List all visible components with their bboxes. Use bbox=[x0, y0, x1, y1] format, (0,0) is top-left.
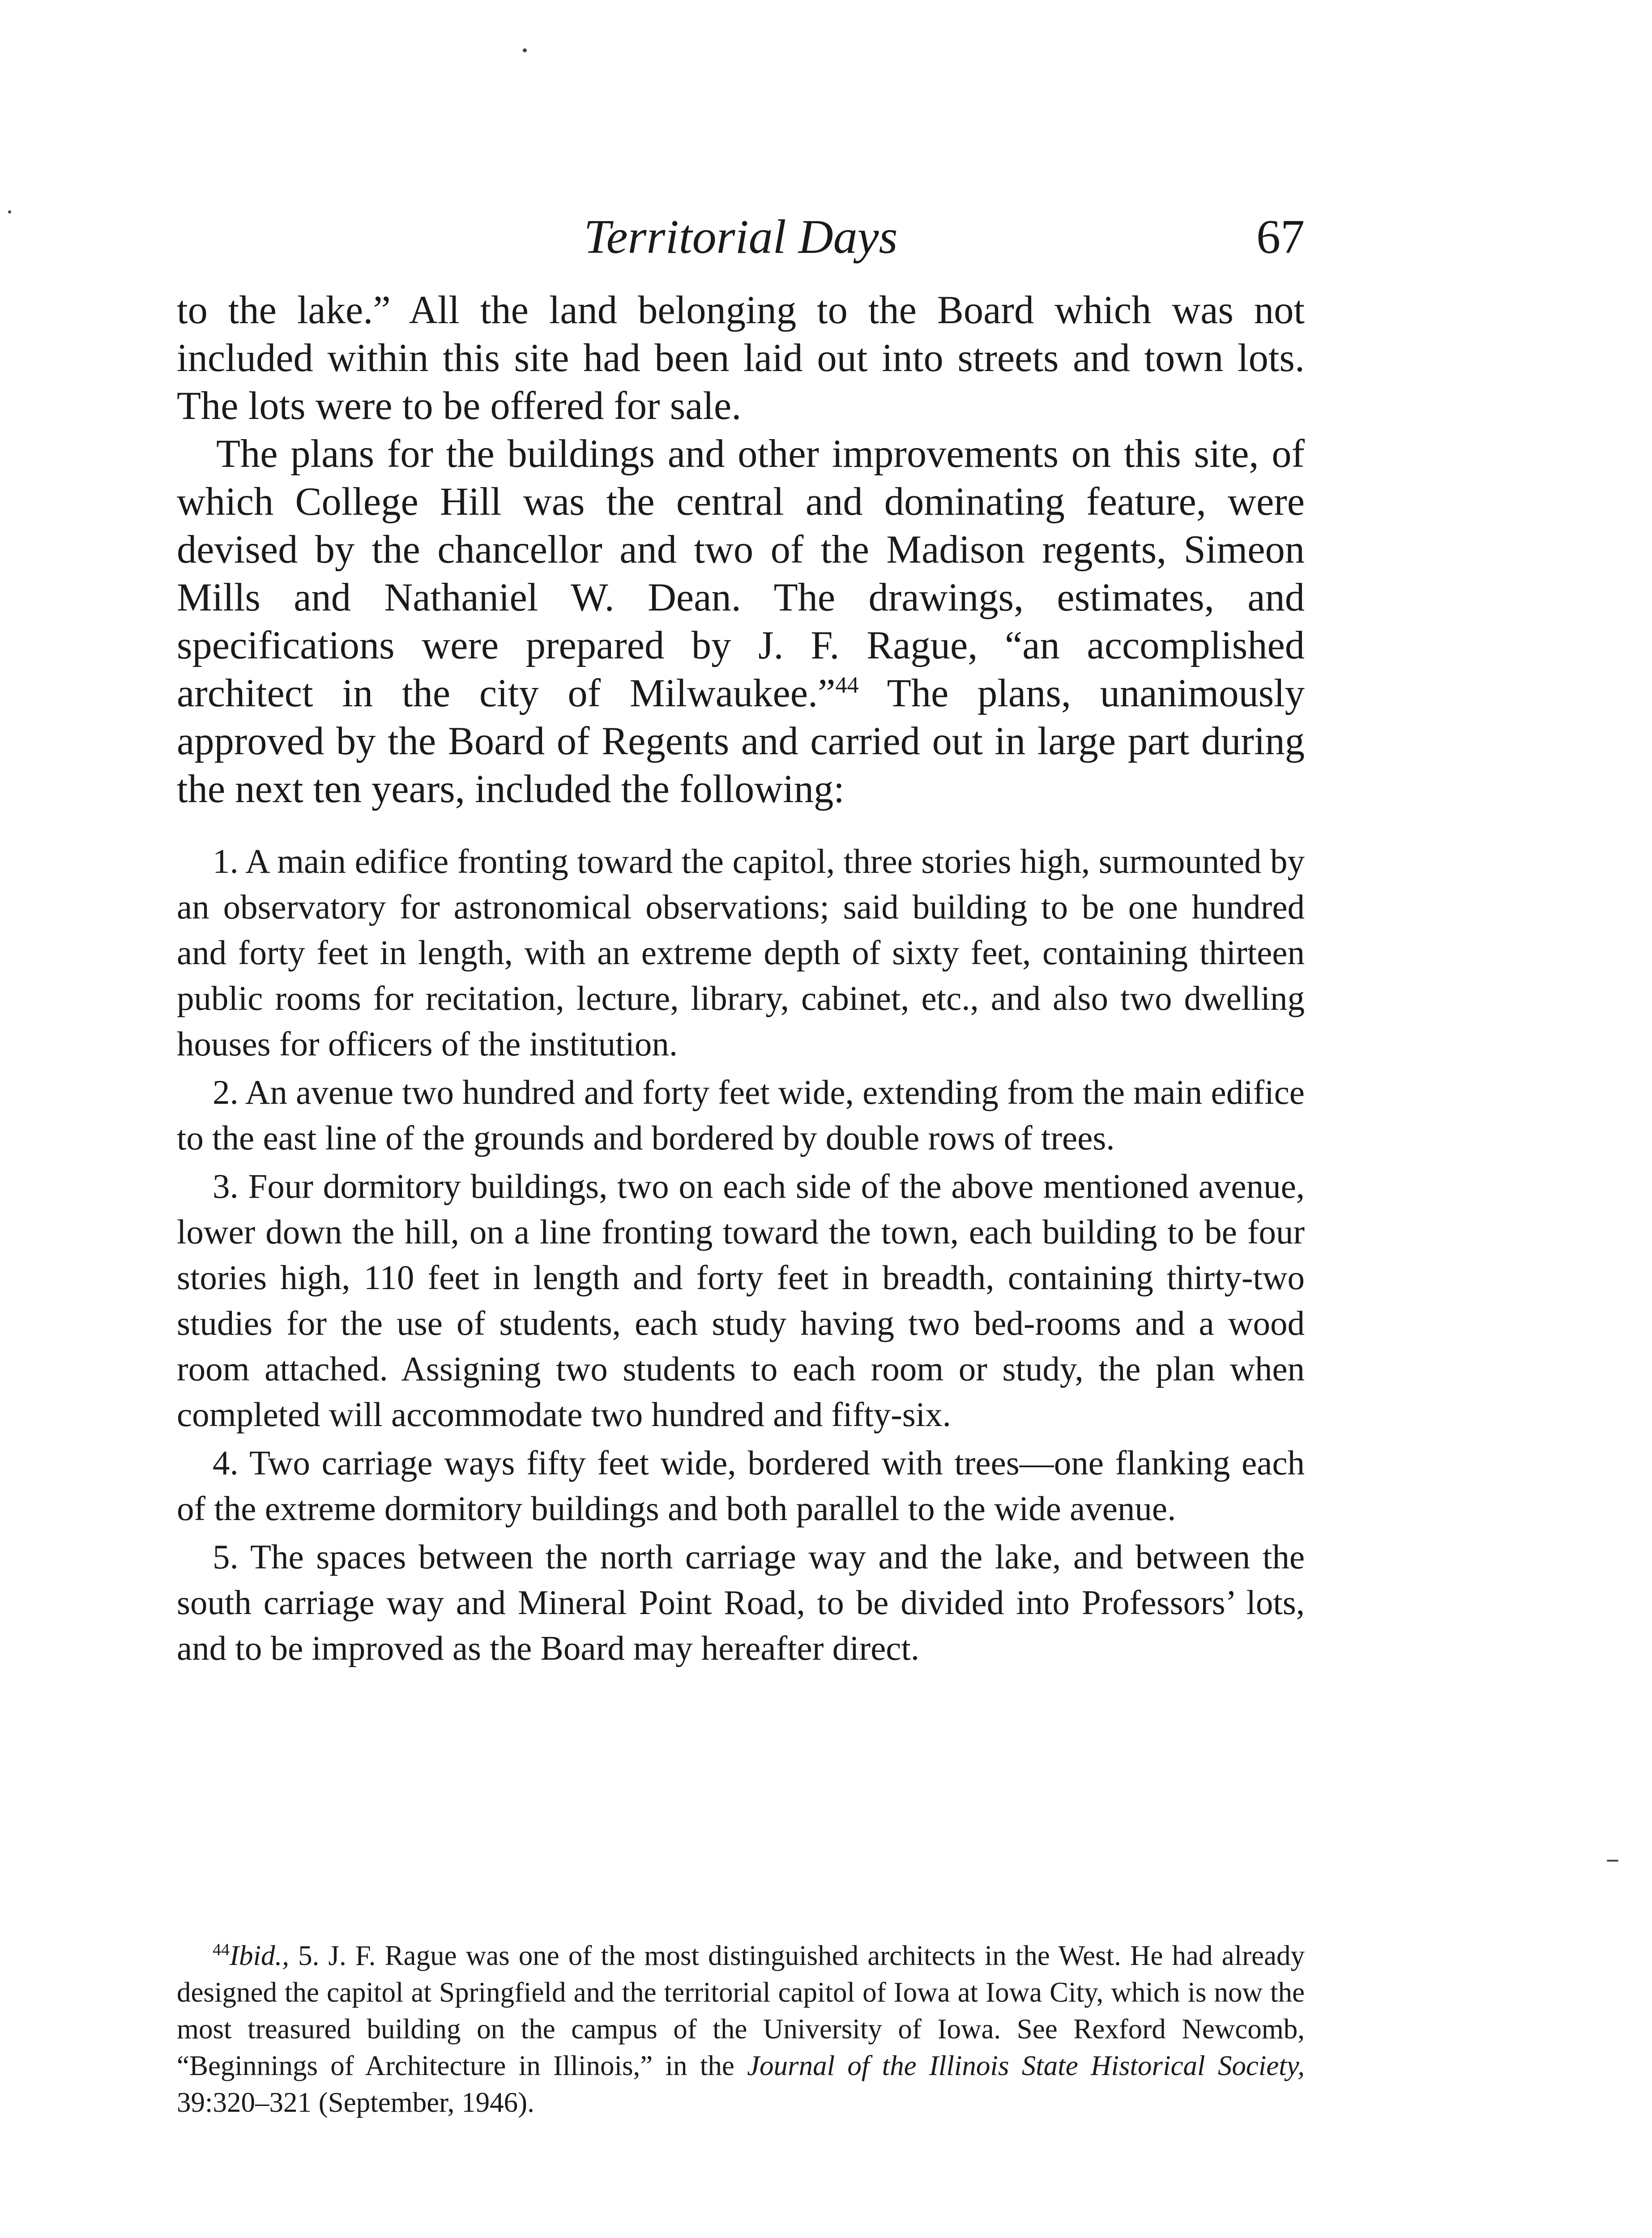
footnote bbox=[177, 1937, 1305, 2121]
footnote-ibid: Ibid., bbox=[230, 1940, 289, 1971]
list-item: 5. The spaces between the north carriage way and the lake, and between the south carriage way and Mineral Point Road, to be divided into Professors’ lots, and to be improved as the Board may hereafter direct. bbox=[177, 1538, 1305, 1667]
page-header bbox=[177, 204, 1305, 271]
footnote-marker: 44 bbox=[213, 1940, 230, 1959]
scan-speck bbox=[523, 48, 527, 52]
list-item: 4. Two carriage ways fifty feet wide, bordered with trees—one flanking each of the extreme dormitory buildings and both parallel to the wide avenue. bbox=[177, 1444, 1305, 1528]
page-number: 67 bbox=[1256, 210, 1305, 264]
list-item: 3. Four dormitory buildings, two on each side of the above mentioned avenue, lower down the hill, on a line fronting toward the town, each building to be four stories high, 110 feet in length and forty feet in breadth, containing thirty-two studies for the use of students, each study having two bed-rooms and a wood room attached. Assigning two students to each room or study, the plan when completed will accommodate two hundred and fifty-six. bbox=[177, 1167, 1305, 1434]
scan-speck bbox=[1607, 1860, 1618, 1862]
paragraph-text: The plans for the buildings and other improvements on this site, of which College Hill was the central and dominating feature, were devised by the chancellor and two of the Madison regents, Simeon Mills and Nathaniel W. Dean. The drawings, estimates, and specifications were prepared by J. F. Rague, “an accomplished architect in the city of Milwaukee.” bbox=[177, 432, 1305, 715]
list-item: 2. An avenue two hundred and forty feet wide, extending from the main edifice to the east line of the grounds and bordered by double rows of trees. bbox=[177, 1073, 1305, 1157]
footnote-reference: 44 bbox=[835, 672, 859, 698]
footnote-text: 5. J. F. Rague was one of the most distinguished architects in the West. He had already designed the capitol at Springfield and the territorial capitol of Iowa at Iowa City, which is now the most treasured building on the campus of the University of Iowa. See Rexford Newcomb, “Beginnings of Architecture in Illinois,” in the bbox=[177, 1940, 1305, 2081]
list-item: 1. A main edifice fronting toward the capitol, three stories high, surmounted by an observatory for astronomical observations; said building to be one hundred and forty feet in length, with an extreme depth of sixty feet, containing thirteen public rooms for recitation, lecture, library, cabinet, etc., and also two dwelling houses for officers of the institution. bbox=[177, 842, 1305, 1063]
paragraph-text: The plans, unanimously approved by the Board of Regents and carried out in large part during the next ten years, included the following: bbox=[177, 671, 1305, 811]
footnote-journal-title: Journal of the Illinois State Historical Society, bbox=[747, 2050, 1305, 2081]
numbered-list bbox=[177, 838, 1305, 1671]
footnote-text: 39:320–321 (September, 1946). bbox=[177, 2087, 534, 2118]
running-title: Territorial Days bbox=[584, 210, 898, 264]
paragraph: to the lake.” All the land belonging to the Board which was not included within this site had been laid out into streets and town lots. The lots were to be offered for sale. bbox=[177, 288, 1305, 428]
scan-speck bbox=[8, 210, 11, 214]
paragraph bbox=[177, 430, 1305, 813]
body-text bbox=[177, 286, 1305, 1674]
